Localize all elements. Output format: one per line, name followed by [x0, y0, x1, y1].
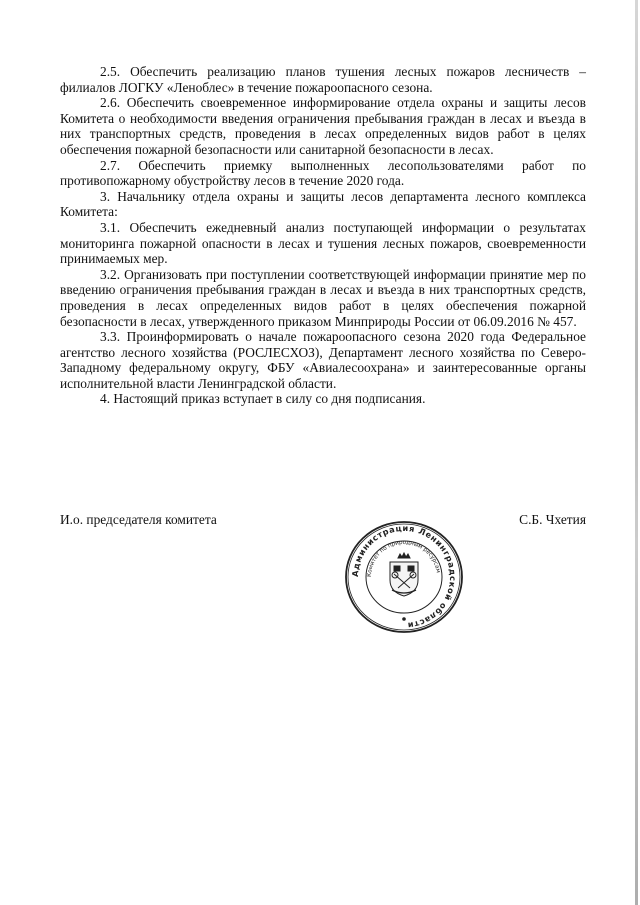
paragraph-3-1: 3.1. Обеспечить ежедневный анализ поступающей информации о результатах мониторинга пожарной опасности в лесах и тушения лесных пожаров, своевременности принимаемых мер. — [60, 219, 586, 267]
paragraph-2-7: 2.7. Обеспечить приемку выполненных лесопользователями работ по противопожарному обустройству лесов в течение 2020 года. — [60, 157, 586, 189]
signatory-position: И.о. председателя комитета — [60, 512, 217, 527]
paragraph-2-5: 2.5. Обеспечить реализацию планов тушения лесных пожаров лесничеств – филиалов ЛОГКУ «Леноблес» в течение пожароопасного сезона. — [60, 64, 586, 95]
paragraph-4: 4. Настоящий приказ вступает в силу со дня подписания. — [100, 391, 426, 407]
order-body — [60, 64, 586, 407]
official-seal — [340, 518, 468, 636]
scan-edge — [635, 0, 638, 905]
paragraph-3: 3. Начальнику отдела охраны и защиты лесов департамента лесного комплекса Комитета: — [60, 188, 586, 220]
paragraph-2-6: 2.6. Обеспечить своевременное информирование отдела охраны и защиты лесов Комитета о необходимости введения ограничения пребывания граждан в лесах и въезда в них транспортных средств, проведения в лесах определенных видов работ в целях обеспечения пожарной безопасности или санитарной безопасности в лесах. — [60, 95, 586, 157]
seal-outer-text: Администрация Ленинградской области — [349, 522, 459, 631]
paragraph-3-2: 3.2. Организовать при поступлении соответствующей информации принятие мер по введению ограничения пребывания граждан в лесах и въезда в них транспортных средств, проведения в лесах определенных видов работ в целях обеспечения пожарной безопасности в лесах, утвержденного приказом Минприроды России от 06.09.2016 № 457. — [60, 266, 586, 329]
seal-inner-text: Комитет по природным ресурсам — [366, 539, 441, 578]
coat-of-arms-icon — [390, 553, 418, 596]
paragraph-3-3: 3.3. Проинформировать о начале пожароопасного сезона 2020 года Федеральное агентство лесного хозяйства (РОСЛЕСХОЗ), Департамент лесного хозяйства по Северо-Западному федеральному округу, ФБУ «Авиалесоохрана» и заинтересованные органы исполнительной власти Ленинградской области. — [60, 329, 586, 391]
signatory-name: С.Б. Чхетия — [519, 512, 586, 527]
signature-row — [60, 512, 586, 528]
seal-icon — [340, 518, 468, 636]
